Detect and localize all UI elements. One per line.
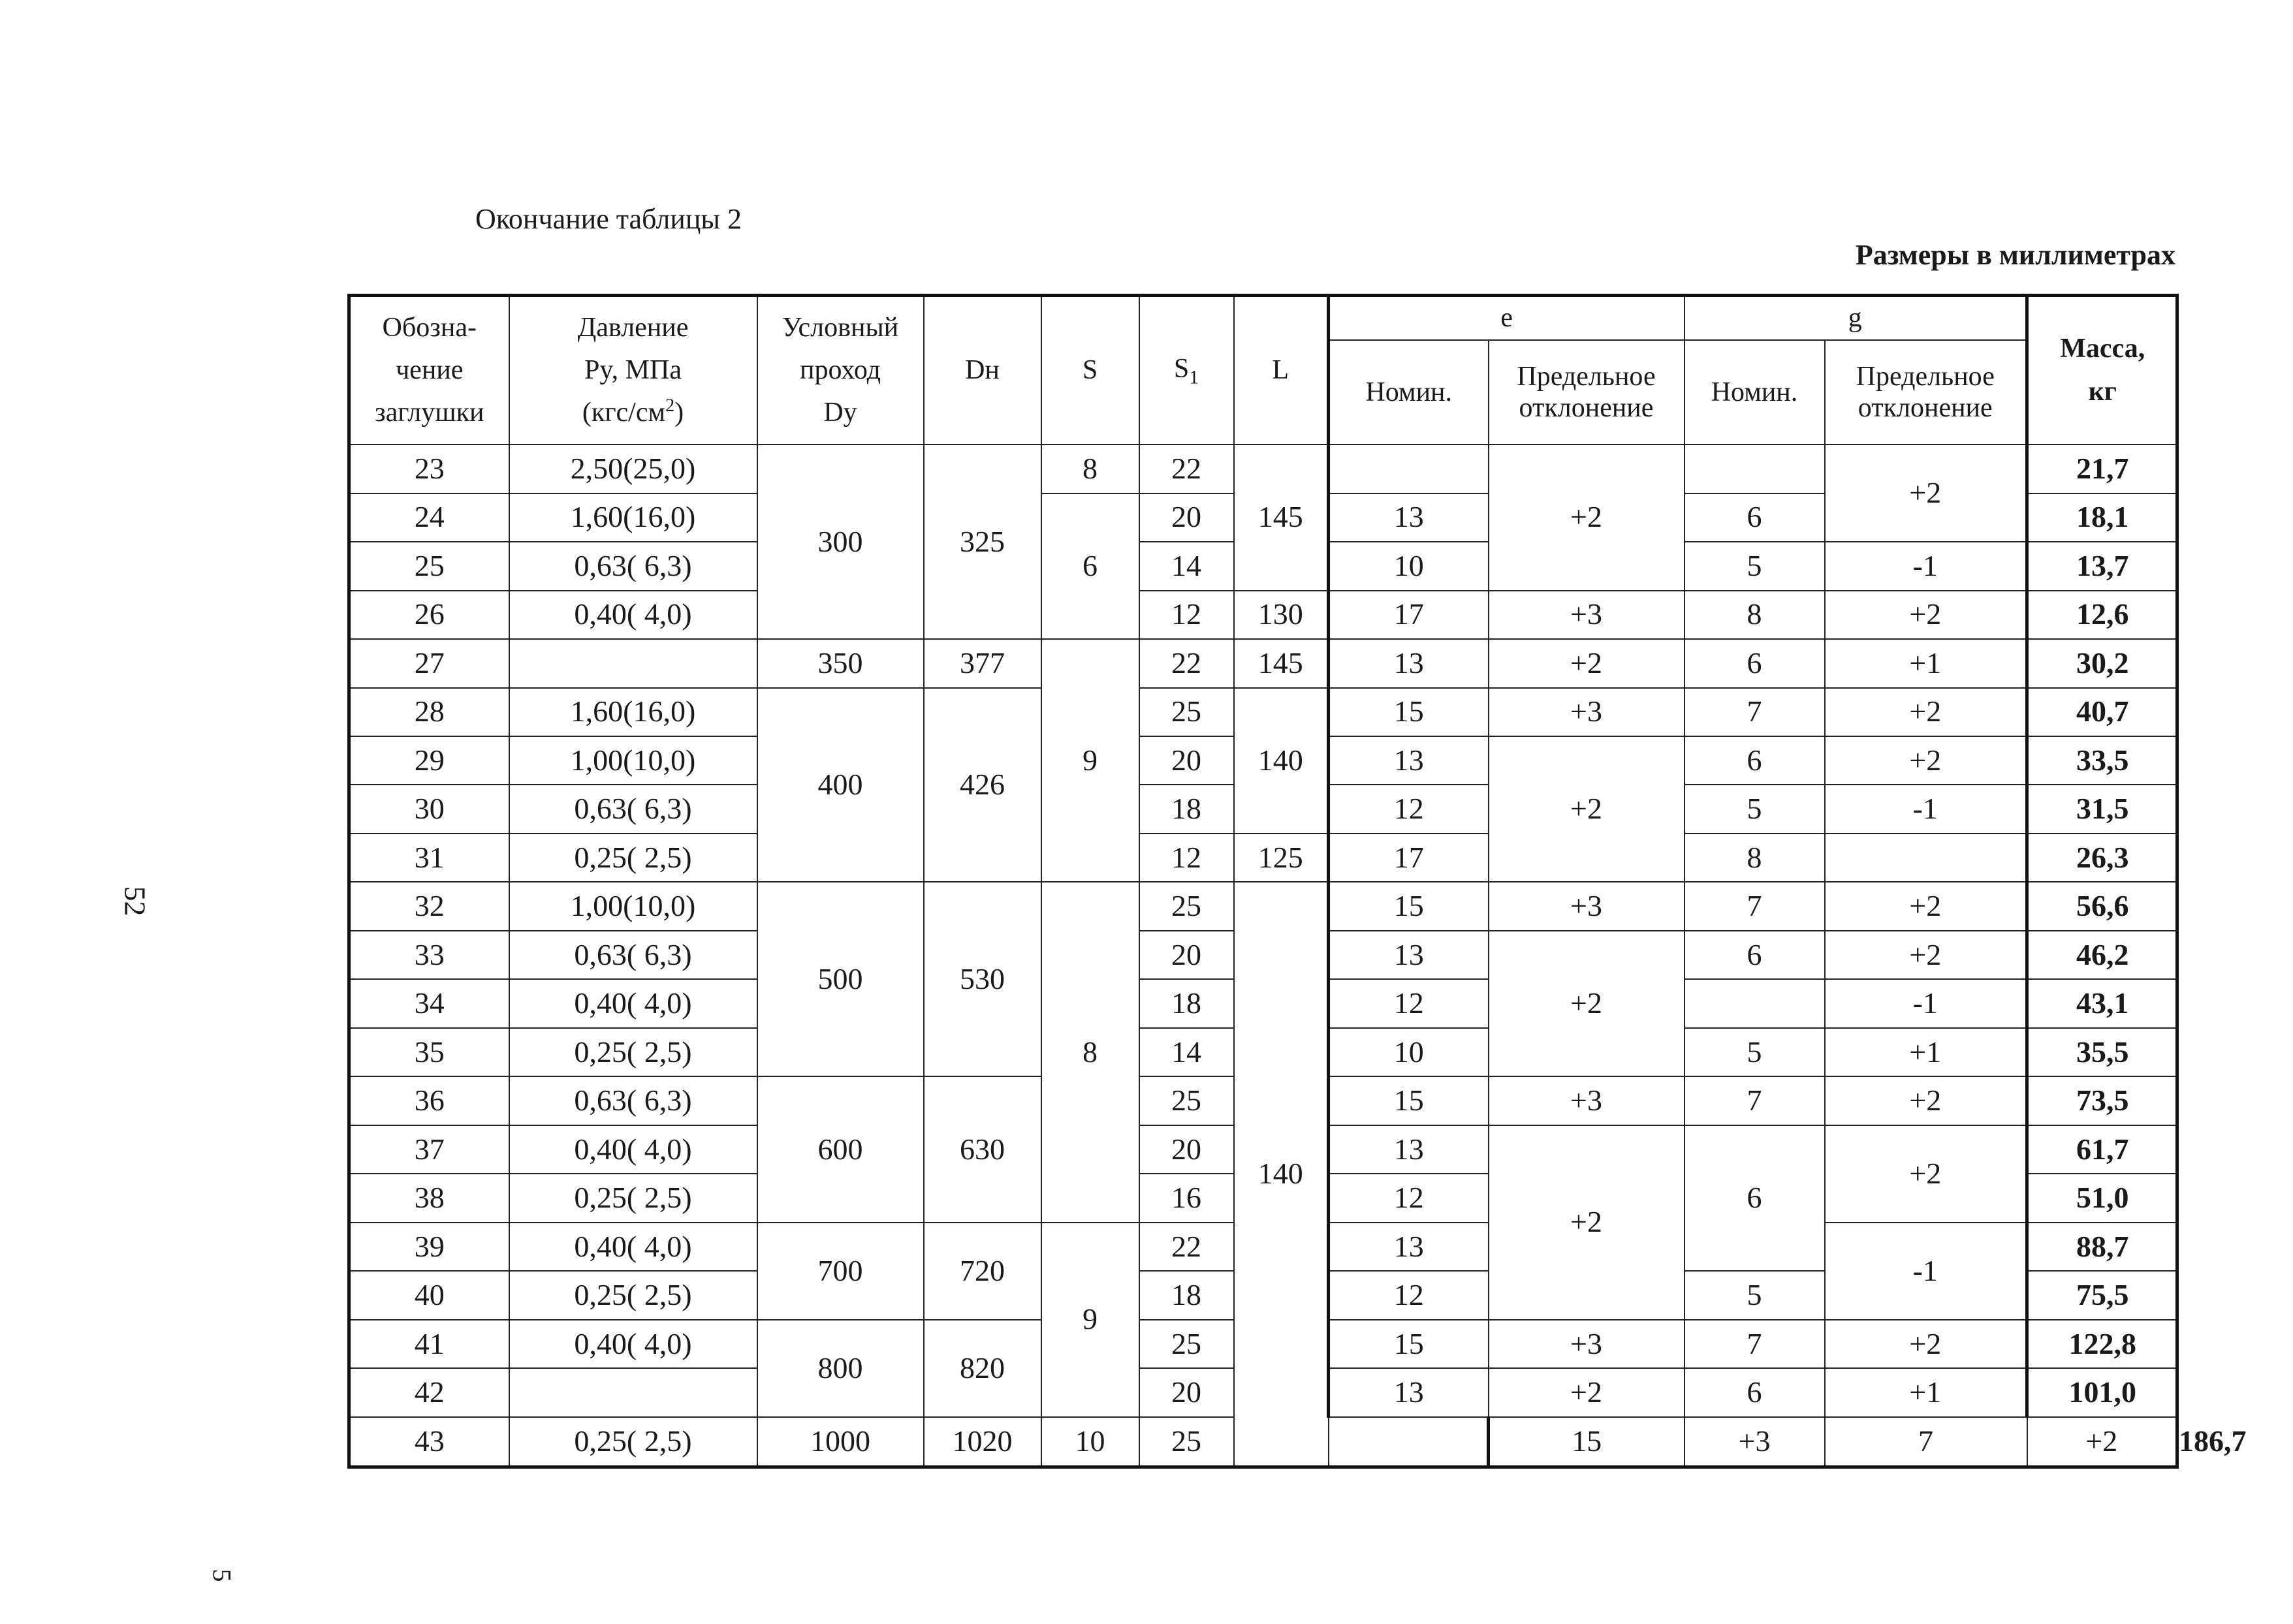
table-cell: 5 [1684, 785, 1825, 833]
table-row [349, 445, 2177, 493]
table-cell: +2 [2027, 1417, 2177, 1467]
table-cell: 6 [1684, 1125, 1825, 1271]
table-cell: 13 [1329, 1125, 1489, 1174]
table-cell: 32 [349, 882, 509, 930]
table-row [349, 591, 2177, 639]
table-cell: 12 [1139, 834, 1234, 882]
table-cell: +3 [1489, 591, 1684, 639]
table-cell: 46,2 [2027, 931, 2177, 979]
header-nominal-bore: Условный проход Dy [757, 296, 924, 445]
table-cell: -1 [1825, 785, 2027, 833]
table-cell: 12 [1329, 1174, 1489, 1222]
table-cell: 2,50(25,0) [509, 445, 757, 493]
table-cell: +2 [1489, 931, 1684, 1076]
table-cell: 25 [1139, 882, 1234, 930]
table-cell: 18 [1139, 979, 1234, 1027]
table-row [349, 882, 2177, 930]
table-cell: 145 [1234, 445, 1329, 590]
table-cell: 130 [1234, 591, 1329, 639]
table-cell: +2 [1489, 445, 1684, 590]
table-cell: 6 [1684, 493, 1825, 542]
table-cell: 14 [1139, 1028, 1234, 1076]
table-cell: 20 [1139, 1125, 1234, 1174]
table-cell: 8 [1684, 834, 1825, 882]
table-cell: +3 [1684, 1417, 1825, 1467]
table-cell: 88,7 [2027, 1223, 2177, 1271]
table-cell: 0,25( 2,5) [509, 1417, 757, 1467]
table-cell: +2 [1825, 1320, 2027, 1368]
header-pressure: Давление Py, МПа $(кгс/см^2)$ [509, 296, 757, 445]
header-l: L [1234, 296, 1329, 445]
table-cell: 0,25( 2,5) [509, 1028, 757, 1076]
table-cell: 35,5 [2027, 1028, 2177, 1076]
table-cell: 13 [1329, 931, 1489, 979]
table-cell: 21,7 [2027, 445, 2177, 493]
table-cell: 43,1 [2027, 979, 2177, 1027]
table-cell: 7 [1684, 1320, 1825, 1368]
table-cell: 12 [1329, 979, 1489, 1027]
table-cell: 20 [1139, 493, 1234, 542]
table-cell [1329, 1417, 1489, 1467]
table-cell: 12 [1139, 591, 1234, 639]
header-mass: Масса, кг [2027, 296, 2177, 445]
table-cell: 51,0 [2027, 1174, 2177, 1222]
table-cell: 14 [1139, 542, 1234, 590]
table-cell: 0,40( 4,0) [509, 979, 757, 1027]
table-cell: 15 [1489, 1417, 1684, 1467]
table-cell: 720 [924, 1223, 1041, 1320]
header-e-deviation: Предельное отклонение [1489, 340, 1684, 445]
table-cell: +2 [1489, 736, 1684, 882]
table-cell: 26,3 [2027, 834, 2177, 882]
table-cell: 42 [349, 1368, 509, 1416]
table-cell: 22 [1139, 1223, 1234, 1271]
table-cell: 8 [1041, 882, 1139, 1222]
header-dn: Dн [924, 296, 1041, 445]
table-cell: 7 [1684, 688, 1825, 736]
table-cell: 1,60(16,0) [509, 688, 757, 736]
table-cell: 7 [1825, 1417, 2027, 1467]
table-cell: 40,7 [2027, 688, 2177, 736]
table-cell: 145 [1234, 639, 1329, 687]
table-cell: 500 [757, 882, 924, 1076]
table-cell: 15 [1329, 688, 1489, 736]
table-cell: 101,0 [2027, 1368, 2177, 1416]
table-cell [1329, 445, 1489, 493]
table-cell [509, 1368, 757, 1416]
table-cell: 12 [1329, 785, 1489, 833]
table-cell: 34 [349, 979, 509, 1027]
header-s: S [1041, 296, 1139, 445]
header-g-nom: Номин. [1684, 340, 1825, 445]
table-cell: 122,8 [2027, 1320, 2177, 1368]
table-cell: 18,1 [2027, 493, 2177, 542]
table-cell: 20 [1139, 736, 1234, 785]
table-cell: 18 [1139, 785, 1234, 833]
table-cell: 6 [1041, 493, 1139, 639]
table-cell: 10 [1329, 542, 1489, 590]
table-cell: 13,7 [2027, 542, 2177, 590]
table-cell: 325 [924, 445, 1041, 639]
table-cell: +2 [1825, 688, 2027, 736]
table-caption: Окончание таблицы 2 [475, 203, 742, 235]
table-cell: 31 [349, 834, 509, 882]
table-row: 43 0,25( 2,5) 1000 1020 10 25 15 +3 7 +2 186,7 [349, 1417, 2177, 1467]
table-cell: 16 [1139, 1174, 1234, 1222]
table-cell: 140 [1234, 688, 1329, 834]
table-cell: 1,00(10,0) [509, 736, 757, 785]
table-cell: 13 [1329, 1368, 1489, 1416]
table-cell: 12 [1329, 1271, 1489, 1319]
table-cell: 1,60(16,0) [509, 493, 757, 542]
table-cell: +1 [1825, 1368, 2027, 1416]
table-cell: 6 [1684, 639, 1825, 687]
header-g-deviation: Предельное отклонение [1825, 340, 2027, 445]
table-cell: 40 [349, 1271, 509, 1319]
table-cell: 0,40( 4,0) [509, 591, 757, 639]
table-cell: +2 [1825, 882, 2027, 930]
table-cell: 1000 [757, 1417, 924, 1467]
table-cell: +2 [1825, 1125, 2027, 1223]
table-cell: 15 [1329, 1076, 1489, 1125]
table-cell: 22 [1139, 445, 1234, 493]
table-cell [1684, 979, 1825, 1027]
table-cell: 6 [1684, 931, 1825, 979]
table-cell: 24 [349, 493, 509, 542]
table-cell: 41 [349, 1320, 509, 1368]
table-cell: 30,2 [2027, 639, 2177, 687]
table-cell: 61,7 [2027, 1125, 2177, 1174]
table-cell: 125 [1234, 834, 1329, 882]
header-g: g [1684, 296, 2027, 341]
table-cell: 35 [349, 1028, 509, 1076]
page-number-secondary: 5 [207, 1569, 237, 1582]
table-cell: 27 [349, 639, 509, 687]
table-cell: 37 [349, 1125, 509, 1174]
table-cell: +2 [1489, 1125, 1684, 1320]
table-cell: 9 [1041, 639, 1139, 882]
table-cell: 0,25( 2,5) [509, 834, 757, 882]
table-cell: 18 [1139, 1271, 1234, 1319]
table-cell: 10 [1329, 1028, 1489, 1076]
table-row [349, 834, 2177, 882]
table-cell: 38 [349, 1174, 509, 1222]
table-cell: 33,5 [2027, 736, 2177, 785]
table-cell: +2 [1825, 1076, 2027, 1125]
table-cell: 73,5 [2027, 1076, 2177, 1125]
units-note: Размеры в миллиметрах [1855, 239, 2175, 271]
table-cell: 6 [1684, 1368, 1825, 1416]
table-cell: 0,40( 4,0) [509, 1320, 757, 1368]
table-cell: 8 [1684, 591, 1825, 639]
table-cell: 0,63( 6,3) [509, 1076, 757, 1125]
table-cell: +3 [1489, 1076, 1684, 1125]
table-cell: 33 [349, 931, 509, 979]
table-cell: 5 [1684, 1271, 1825, 1319]
table-cell: 0,40( 4,0) [509, 1223, 757, 1271]
table-cell: +2 [1489, 639, 1684, 687]
table-cell: 0,63( 6,3) [509, 542, 757, 590]
table-cell: 20 [1139, 1368, 1234, 1416]
table-cell: 6 [1684, 736, 1825, 785]
table-cell: 700 [757, 1223, 924, 1320]
table-cell: +2 [1489, 1368, 1684, 1416]
table-cell: 31,5 [2027, 785, 2177, 833]
table-cell: 26 [349, 591, 509, 639]
table-cell: -1 [1825, 542, 2027, 590]
table-cell: 15 [1329, 1320, 1489, 1368]
table-cell [1825, 834, 2027, 882]
table-cell: 5 [1684, 542, 1825, 590]
table-cell: 9 [1041, 1223, 1139, 1417]
table-cell: 22 [1139, 639, 1234, 687]
table-cell: 8 [1041, 445, 1139, 493]
table-cell: 23 [349, 445, 509, 493]
table-cell: +1 [1825, 1028, 2027, 1076]
table-cell: 600 [757, 1076, 924, 1222]
table-cell: +1 [1825, 639, 2027, 687]
table-cell: 0,63( 6,3) [509, 785, 757, 833]
table-cell: +3 [1489, 882, 1684, 930]
table-cell: 5 [1684, 1028, 1825, 1076]
table-cell: 30 [349, 785, 509, 833]
header-s1: $S_1$ [1139, 296, 1234, 445]
table-cell: +2 [1825, 736, 2027, 785]
table-cell: +2 [1825, 591, 2027, 639]
data-table [347, 294, 2247, 1469]
table-cell: -1 [1825, 979, 2027, 1027]
table-cell: 7 [1684, 1076, 1825, 1125]
table-cell: 12,6 [2027, 591, 2177, 639]
table-cell: 36 [349, 1076, 509, 1125]
table-cell: 25 [1139, 688, 1234, 736]
table-cell: +2 [1825, 931, 2027, 979]
table-cell: 7 [1684, 882, 1825, 930]
table-cell: +3 [1489, 1320, 1684, 1368]
table-cell: 426 [924, 688, 1041, 882]
table-cell: 15 [1329, 882, 1489, 930]
table-cell: +2 [1825, 445, 2027, 542]
table-cell: 13 [1329, 493, 1489, 542]
table-cell: 25 [1139, 1076, 1234, 1125]
table-cell: 17 [1329, 591, 1489, 639]
table-cell: 630 [924, 1076, 1041, 1222]
table-cell: 25 [1139, 1417, 1234, 1467]
table-cell [509, 639, 757, 687]
header-designation: Обозна- чение заглушки [349, 296, 509, 445]
table-cell: +3 [1489, 688, 1684, 736]
table-cell: 17 [1329, 834, 1489, 882]
table-cell: 400 [757, 688, 924, 882]
header-e: e [1329, 296, 1684, 341]
header-e-nom: Номин. [1329, 340, 1489, 445]
table-cell: 1,00(10,0) [509, 882, 757, 930]
table-cell: 800 [757, 1320, 924, 1417]
table-cell: 820 [924, 1320, 1041, 1417]
table-cell [1684, 445, 1825, 493]
table-cell: 25 [1139, 1320, 1234, 1368]
table-cell: 13 [1329, 639, 1489, 687]
table-cell: 13 [1329, 1223, 1489, 1271]
table-cell: 0,40( 4,0) [509, 1125, 757, 1174]
table-cell: 13 [1329, 736, 1489, 785]
table-cell: 39 [349, 1223, 509, 1271]
table-cell: 350 [757, 639, 924, 687]
table-cell: 377 [924, 639, 1041, 687]
page-number: 52 [118, 886, 152, 916]
table-cell: 28 [349, 688, 509, 736]
table-cell: 29 [349, 736, 509, 785]
table-row [349, 688, 2177, 736]
table-cell: 43 [349, 1417, 509, 1467]
table-cell: 530 [924, 882, 1041, 1076]
table-cell: 0,25( 2,5) [509, 1174, 757, 1222]
table-cell: 20 [1139, 931, 1234, 979]
table-cell: 0,63( 6,3) [509, 931, 757, 979]
table-cell: 25 [349, 542, 509, 590]
table-cell: 56,6 [2027, 882, 2177, 930]
table-cell: 1020 [924, 1417, 1041, 1467]
table-cell: 75,5 [2027, 1271, 2177, 1319]
table-cell: 0,25( 2,5) [509, 1271, 757, 1319]
table-row [349, 639, 2177, 687]
table-cell: 140 [1234, 882, 1329, 1467]
table-cell: -1 [1825, 1223, 2027, 1320]
table-cell: 300 [757, 445, 924, 639]
table-cell: 10 [1041, 1417, 1139, 1467]
